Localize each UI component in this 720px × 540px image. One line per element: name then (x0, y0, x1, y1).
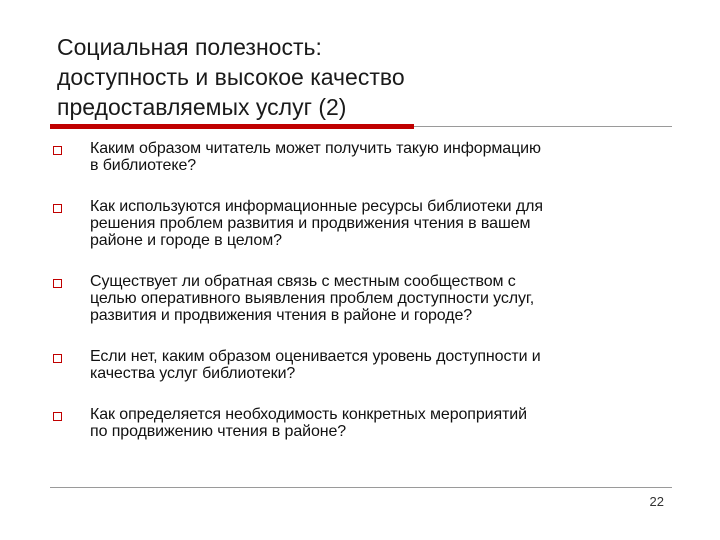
bullet-item-1 (50, 140, 690, 174)
hollow-square-icon (53, 279, 62, 288)
bullet-text-line: районе и городе в целом? (90, 232, 282, 249)
hollow-square-icon (53, 146, 62, 155)
bullet-item-5 (50, 406, 690, 440)
bullet-item-2 (50, 198, 690, 249)
bullet-item-3 (50, 273, 690, 324)
title-underline (50, 124, 672, 129)
slide-title (57, 32, 677, 122)
bullet-text-line: Если нет, каким образом оценивается уровень доступности и (90, 348, 541, 365)
hollow-square-icon (53, 354, 62, 363)
bullet-text-line: Как определяется необходимость конкретных мероприятий (90, 406, 527, 423)
bullet-text-line: Каким образом читатель может получить такую информацию (90, 140, 541, 157)
slide-title-line: Социальная полезность: (57, 34, 322, 60)
bullet-text-line: в библиотеке? (90, 157, 197, 174)
bullet-text-line: развития и продвижения чтения в районе и городе? (90, 307, 473, 324)
slide-title-line: доступность и высокое качество (57, 64, 405, 90)
hollow-square-icon (53, 204, 62, 213)
footer-divider (50, 487, 672, 488)
hollow-square-icon (53, 412, 62, 421)
bullet-text-line: решения проблем развития и продвижения чтения в вашем (90, 215, 531, 232)
slide-title-line: предоставляемых услуг (2) (57, 94, 347, 120)
bullet-item-4 (50, 348, 690, 382)
page-number: 22 (649, 494, 664, 509)
bullet-text-line: по продвижению чтения в районе? (90, 423, 347, 440)
bullet-text-line: Как используются информационные ресурсы библиотеки для (90, 198, 543, 215)
bullet-text-line: Существует ли обратная связь с местным сообществом с (90, 273, 516, 290)
title-underline-accent (50, 124, 414, 129)
bullet-text-line: целью оперативного выявления проблем доступности услуг, (90, 290, 535, 307)
title-underline-thin (414, 126, 672, 127)
bullet-text-line: качества услуг библиотеки? (90, 365, 296, 382)
bullet-list (50, 140, 690, 440)
